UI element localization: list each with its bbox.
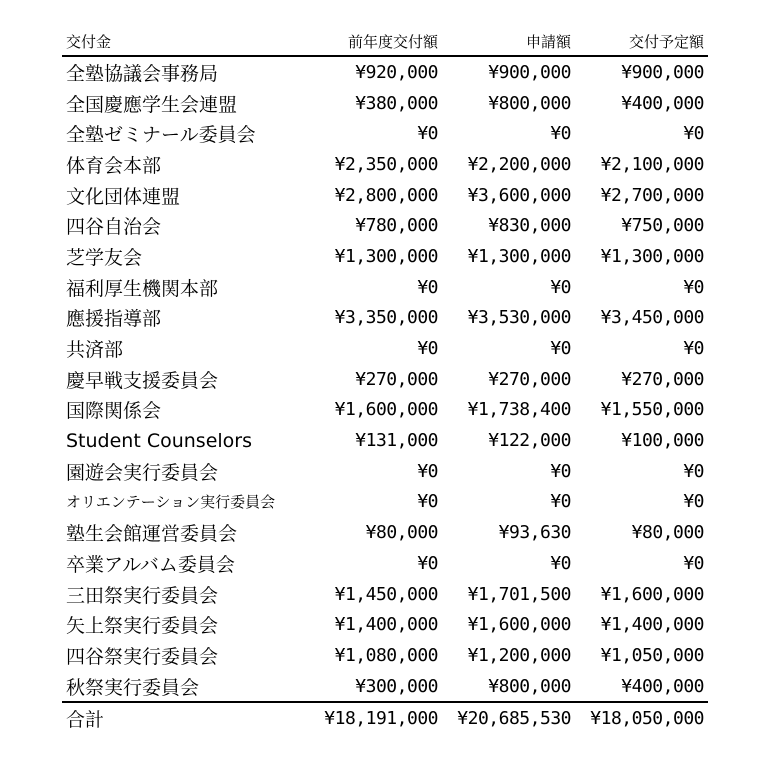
requested-cell: ¥3,530,000 [467,307,571,329]
requested-cell: ¥93,630 [498,522,571,544]
previous-year-cell: ¥80,000 [365,522,438,544]
planned-cell: ¥1,050,000 [600,644,704,666]
requested-cell: ¥0 [550,276,571,298]
org-name: 矢上祭実行委員会 [66,615,219,638]
org-name: Student Counselors [66,429,253,452]
requested-cell: ¥0 [550,123,571,145]
table-body [62,56,708,702]
org-name: 秋祭実行委員会 [66,676,200,699]
planned-cell: ¥0 [683,338,704,360]
org-name: 園遊会実行委員会 [66,461,219,484]
planned-cell: ¥0 [683,276,704,298]
previous-year-cell: ¥270,000 [355,368,438,390]
planned-cell: ¥0 [683,460,704,482]
table-row [62,180,708,211]
planned-cell: ¥2,100,000 [600,153,704,175]
org-name: 三田祭実行委員会 [66,584,219,607]
header-requested-amount: 申請額 [442,24,575,56]
planned-cell: ¥1,600,000 [600,583,704,605]
planned-cell: ¥0 [683,491,704,513]
planned-cell: ¥100,000 [621,430,704,452]
header-previous-year-amount: 前年度交付額 [308,24,442,56]
org-name: オリエンテーション実行委員会 [66,493,276,512]
table-row [62,88,708,119]
header-planned-amount: 交付予定額 [575,24,708,56]
previous-year-cell: ¥0 [417,338,438,360]
previous-year-cell: ¥1,600,000 [334,399,438,421]
previous-year-cell: ¥0 [417,460,438,482]
table-row [62,609,708,640]
planned-cell: ¥0 [683,123,704,145]
previous-year-cell: ¥920,000 [355,61,438,83]
org-name: 應援指導部 [66,308,162,331]
requested-cell: ¥900,000 [488,61,571,83]
table-row [62,425,708,456]
header-row [62,24,708,56]
previous-year-cell: ¥300,000 [355,675,438,697]
previous-year-cell: ¥1,400,000 [334,614,438,636]
table-row [62,487,708,518]
table-row [62,364,708,395]
org-name: 四谷祭実行委員会 [66,645,219,668]
planned-cell: ¥750,000 [621,215,704,237]
grant-table [62,24,708,734]
previous-year-cell: ¥2,350,000 [334,153,438,175]
requested-cell: ¥1,200,000 [467,644,571,666]
org-name: 全国慶應学生会連盟 [66,93,238,116]
table-row [62,517,708,548]
org-name: 四谷自治会 [66,216,162,239]
previous-year-cell: ¥3,350,000 [334,307,438,329]
planned-cell: ¥0 [683,552,704,574]
org-name: 体育会本部 [66,154,162,177]
org-name: 文化団体連盟 [66,185,181,208]
previous-year-cell: ¥1,450,000 [334,583,438,605]
table-row [62,640,708,671]
total-label: 合計 [62,702,308,734]
org-name: 福利厚生機関本部 [66,277,219,300]
org-name: 共済部 [66,339,124,362]
previous-year-cell: ¥0 [417,552,438,574]
requested-cell: ¥800,000 [488,92,571,114]
previous-year-cell: ¥0 [417,123,438,145]
requested-cell: ¥1,701,500 [467,583,571,605]
table-row [62,548,708,579]
table-row [62,118,708,149]
total-requested: ¥20,685,530 [442,702,575,734]
planned-cell: ¥1,400,000 [600,614,704,636]
planned-cell: ¥1,550,000 [600,399,704,421]
table-row [62,149,708,180]
planned-cell: ¥900,000 [621,61,704,83]
table-row [62,56,708,88]
org-name: 卒業アルバム委員会 [66,553,235,576]
planned-cell: ¥2,700,000 [600,184,704,206]
requested-cell: ¥3,600,000 [467,184,571,206]
requested-cell: ¥122,000 [488,430,571,452]
total-row [62,702,708,734]
org-name: 塾生会館運営委員会 [66,523,238,546]
total-previous-year: ¥18,191,000 [308,702,442,734]
requested-cell: ¥0 [550,552,571,574]
table-row [62,333,708,364]
header-organization: 交付金 [62,24,308,56]
previous-year-cell: ¥380,000 [355,92,438,114]
table-row [62,303,708,334]
org-name: 芝学友会 [66,246,143,269]
previous-year-cell: ¥780,000 [355,215,438,237]
planned-cell: ¥3,450,000 [600,307,704,329]
planned-cell: ¥400,000 [621,92,704,114]
requested-cell: ¥270,000 [488,368,571,390]
requested-cell: ¥1,300,000 [467,245,571,267]
org-name: 全塾協議会事務局 [66,62,219,85]
table-row [62,671,708,703]
org-name: 国際関係会 [66,400,162,423]
table-row [62,395,708,426]
org-name: 全塾ゼミナール委員会 [66,124,256,147]
previous-year-cell: ¥0 [417,276,438,298]
table-row [62,210,708,241]
requested-cell: ¥0 [550,338,571,360]
requested-cell: ¥1,600,000 [467,614,571,636]
org-name: 慶早戦支援委員会 [66,369,219,392]
previous-year-cell: ¥131,000 [355,430,438,452]
budget-sheet [62,24,708,734]
requested-cell: ¥1,738,400 [467,399,571,421]
planned-cell: ¥400,000 [621,675,704,697]
previous-year-cell: ¥1,300,000 [334,245,438,267]
previous-year-cell: ¥2,800,000 [334,184,438,206]
planned-cell: ¥80,000 [631,522,704,544]
requested-cell: ¥0 [550,460,571,482]
requested-cell: ¥0 [550,491,571,513]
requested-cell: ¥2,200,000 [467,153,571,175]
planned-cell: ¥270,000 [621,368,704,390]
table-row [62,456,708,487]
previous-year-cell: ¥0 [417,491,438,513]
previous-year-cell: ¥1,080,000 [334,644,438,666]
planned-cell: ¥1,300,000 [600,245,704,267]
requested-cell: ¥830,000 [488,215,571,237]
requested-cell: ¥800,000 [488,675,571,697]
table-row [62,241,708,272]
table-row [62,272,708,303]
total-planned: ¥18,050,000 [575,702,708,734]
table-row [62,579,708,610]
